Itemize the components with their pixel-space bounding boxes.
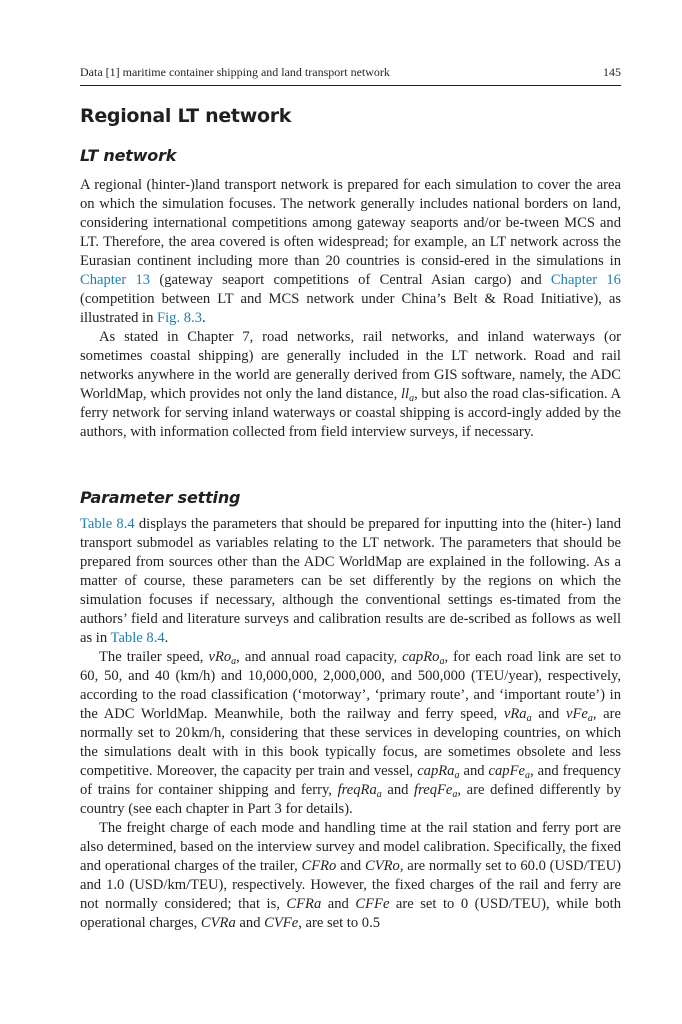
table-link[interactable]: Table 8.4	[110, 630, 165, 646]
paragraph: As stated in Chapter 7, road networks, rail networks, and inland waterways (or sometimes coastal shipping) are generally included in the LT network. Road and rail networks anywhere in the world are generally derived from GIS software, namely, the ADC WorldMap, which provides not only the land distance, $ll_a$, but also the road clas-sification. A ferry network for serving inland waterways or coastal shipping is accord-ingly added by the authors, with information collected from field interview surveys, if necessary.	[80, 329, 621, 440]
page-number: 145	[603, 65, 621, 79]
section-title: Regional LT network	[80, 105, 292, 127]
paragraph: Table 8.4 displays the parameters that should be prepared for inputting into the (hiter-) land transport submodel as variables relating to the LT network. The parameters that should be prepared from sources other than the ADC WorldMap are explained in the following. As a matter of course, these parameters can be set differently by the regions on which the simulation focuses if necessary, although the conventional settings es-timated from the authors’ field and literature surveys and calibration results are de-scribed as follows as well as in Table 8.4.	[80, 516, 622, 646]
lt-network-body	[80, 176, 621, 442]
paragraph: A regional (hinter-)land transport network is prepared for each simulation to cover the area on which the simulation focuses. The network generally includes national borders on land, considering international competitions among gateway seaports and/or be-tween MCS and LT. Therefore, the area covered is often widespread; for example, an LT network across the Eurasian continent including more than 20 countries is consid-ered in the simulations in Chapter 13 (gateway seaport competitions of Central Asian cargo) and Chapter 16 (competition between LT and MCS network under China’s Belt & Road Initiative), as illustrated in Fig. 8.3.	[80, 177, 621, 326]
chapter-13-link[interactable]: Chapter 13	[80, 272, 151, 288]
subsection-title-parameter-setting: Parameter setting	[80, 488, 241, 507]
chapter-16-link[interactable]: Chapter 16	[550, 272, 621, 288]
subsection-title-lt-network: LT network	[80, 146, 177, 165]
figure-link[interactable]: Fig. 8.3	[157, 310, 203, 326]
paragraph: The trailer speed, vRo$_a$, and annual road capacity, capRo$_a$, for each road link are set to 60, 50, and 40 (km/h) and 10,000,000, 2,000,000, and 500,000 (TEU/year), respectively, according to the road classification (‘motorway’, ‘primary route’, and ‘important route’) in the ADC WorldMap. Meanwhile, both the railway and ferry speed, vRa$_a$ and vFe$_a$, are normally set to 20 km/h, considering that these services in developing countries, on which the simulations dealt with in this book typically focus, are sometimes obsolete and less competitive. Moreover, the capacity per train and vessel, capRa$_a$ and capFe$_a$, and frequency of trains for container shipping and ferry, freqRa$_a$ and freqFe$_a$, are defined differently by country (see each chapter in Part 3 for details).	[80, 649, 621, 817]
table-link[interactable]: Table 8.4	[80, 516, 135, 532]
paragraph: The freight charge of each mode and handling time at the rail station and ferry port are also determined, based on the interview survey and model calibration. Specifically, the fixed and operational charges of the trailer, CFRo and CVRo, are normally set to 60.0 (USD/TEU) and 1.0 (USD/km/TEU), respectively. However, the fixed charges of the rail and ferry are not normally considered; that is, CFRa and CFFe are set to 0 (USD/TEU), while both operational charges, CVRa and CVFe, are set to 0.5	[80, 820, 622, 931]
parameter-setting-body	[80, 515, 621, 933]
running-title: Data [1] maritime container shipping and land transport network	[80, 65, 390, 79]
header-rule	[80, 85, 621, 86]
running-header	[80, 64, 621, 80]
